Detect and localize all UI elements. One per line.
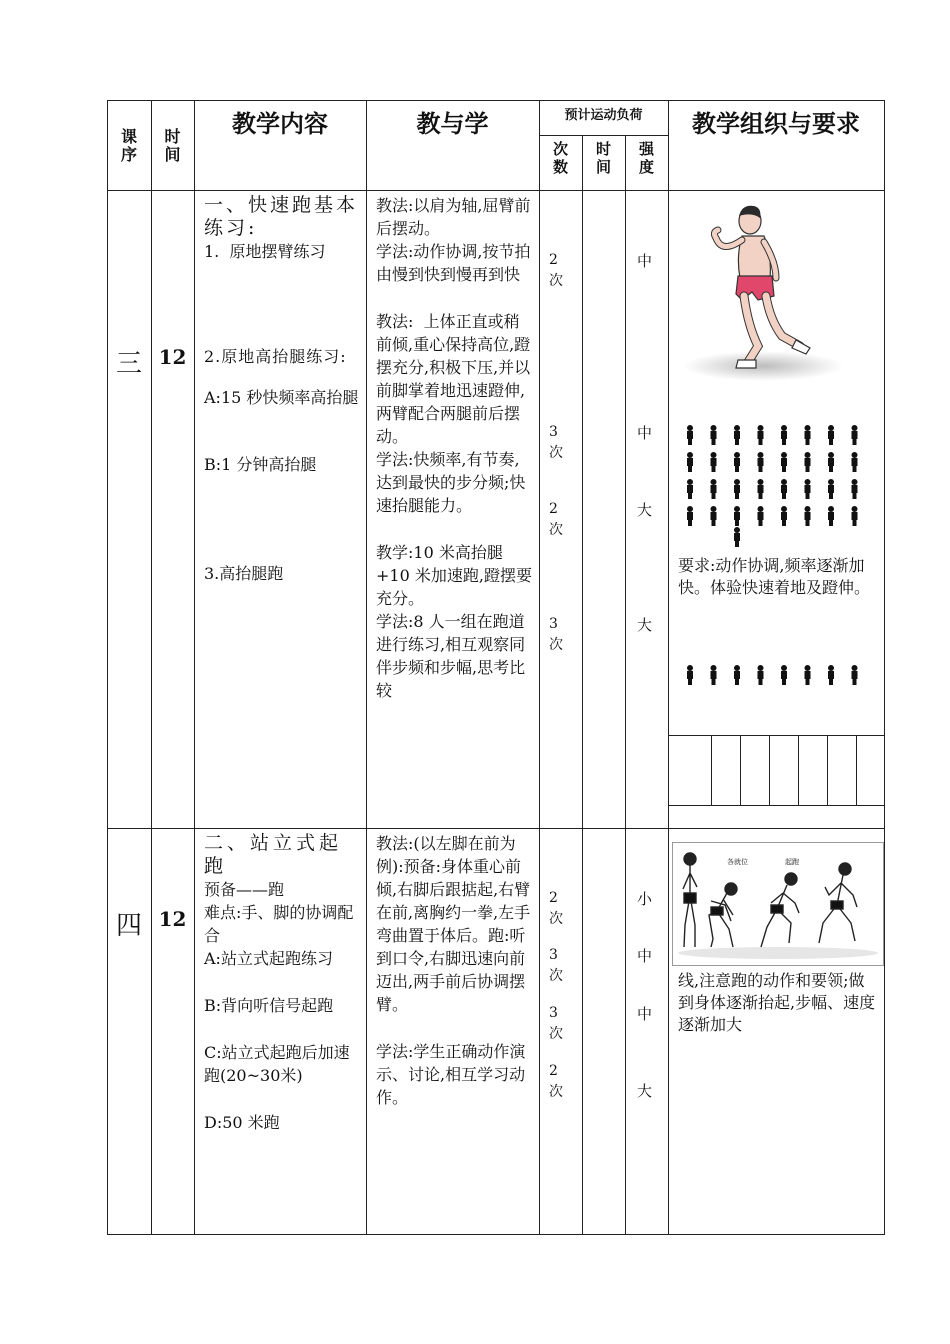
formation-person: [758, 425, 764, 445]
row1-requirement: 要求:动作协调,频率逐渐加快。体验快速着地及蹬伸。: [678, 556, 871, 597]
formation-person: [852, 506, 858, 526]
row2-order: 四: [115, 911, 142, 941]
formation-person: [828, 452, 834, 472]
formation-person: [852, 425, 858, 445]
row1-teach2: 教法: 上体正直或稍前倾,重心保持高位,蹬摆充分,积极下压,并以前脚掌着地迅速蹬伸,两臂配合两腿前后摆动。 学法:快频率,有节奏,达到最快的步分频;快速抬腿能力。: [376, 312, 531, 515]
formation-person: [828, 425, 834, 445]
line-person: [828, 665, 834, 685]
formation-diagram: [682, 422, 872, 552]
row1-item3: 3.高抬腿跑: [204, 564, 284, 583]
formation-person: [781, 479, 787, 499]
formation-person: [781, 425, 787, 445]
header-load-intensity: 强 度: [638, 140, 654, 176]
row2-sub1: 预备——跑: [204, 880, 285, 899]
formation-person: [711, 506, 717, 526]
row1-count-2: 3 次: [549, 424, 563, 461]
header-time: 时 间: [164, 127, 181, 164]
formation-person: [828, 506, 834, 526]
row2-count-3: 3 次: [549, 1005, 563, 1042]
row2-itemD: D:50 米跑: [204, 1113, 280, 1132]
formation-person: [734, 452, 740, 472]
line-person: [734, 665, 740, 685]
row2-count-4: 2 次: [549, 1063, 563, 1100]
row2-teach2: 学法:学生正确动作演示、讨论,相互学习动作。: [376, 1042, 526, 1107]
formation-person: [805, 479, 811, 499]
row1-intensity-4: 大: [637, 616, 653, 634]
header-lesson-order: 课 序: [120, 127, 137, 164]
runner-line-diagram: [682, 662, 872, 692]
formation-person: [852, 452, 858, 472]
row2-teach1: 教法:(以左脚在前为例):预备:身体重心前倾,右脚后跟掂起,右臂在前,离胸约一拳,左手弯曲置于体后。跑:听到口令,右脚迅速向前迈出,两手前后协调摆臂。: [376, 834, 531, 1014]
row1-intensity-2: 中: [637, 424, 653, 442]
row1-time: 12: [158, 345, 187, 369]
formation-person: [781, 506, 787, 526]
header-organization: 教学组织与要求: [692, 110, 860, 138]
row2-content-title: 二、站立式起跑: [204, 832, 343, 877]
formation-person: [711, 452, 717, 472]
line-person: [687, 665, 693, 685]
row1-count-4: 3 次: [549, 616, 563, 653]
row2-count-2: 3 次: [549, 947, 563, 984]
header-load-count: 次 数: [552, 140, 568, 176]
start-sequence-illustration: [672, 842, 884, 966]
row2-itemB: B:背向听信号起跑: [204, 996, 334, 1015]
header-content: 教学内容: [232, 110, 328, 138]
formation-person: [805, 452, 811, 472]
row2-requirement: 线,注意跑的动作和要领;做到身体逐渐抬起,步幅、速度逐渐加大: [678, 971, 876, 1034]
row1-item2b: B:1 分钟高抬腿: [204, 455, 317, 474]
formation-person: [711, 479, 717, 499]
row1-item1: 1. 原地摆臂练习: [204, 242, 326, 261]
formation-person: [852, 479, 858, 499]
row2-count-1: 2 次: [549, 890, 563, 927]
line-person: [711, 665, 717, 685]
row1-intensity-3: 大: [637, 501, 653, 519]
row2-sub2: 难点:手、脚的协调配合: [204, 903, 354, 945]
fig-label-ready: 各就位: [727, 858, 748, 866]
row2-intensity-2: 中: [637, 947, 653, 965]
runner-illustration: [678, 196, 868, 386]
row2-intensity-1: 小: [637, 890, 653, 908]
formation-person: [828, 479, 834, 499]
row1-teach1: 教法:以肩为轴,屈臂前后摆动。 学法:动作协调,按节拍由慢到快到慢再到快: [376, 196, 531, 284]
formation-person: [687, 452, 693, 472]
row1-count-1: 2 次: [549, 252, 563, 289]
row1-count-3: 2 次: [549, 501, 563, 538]
formation-person: [687, 425, 693, 445]
formation-person: [758, 479, 764, 499]
row2-content: [204, 832, 360, 1134]
row2-intensity-3: 中: [637, 1005, 653, 1023]
row1-item2a: A:15 秒快频率高抬腿: [204, 388, 359, 407]
row1-item2: 2.原地高抬腿练习:: [204, 347, 347, 366]
row1-content-title: 一、快速跑基本练习:: [204, 194, 359, 239]
formation-person: [758, 506, 764, 526]
row1-order: 三: [115, 349, 142, 379]
line-person: [805, 665, 811, 685]
formation-person: [805, 506, 811, 526]
header-load-title: 预计运动负荷: [564, 108, 643, 123]
formation-person: [734, 425, 740, 445]
line-person: [852, 665, 858, 685]
line-person: [781, 665, 787, 685]
line-person: [758, 665, 764, 685]
row2-itemC: C:站立式起跑后加速跑(20~30米): [204, 1043, 350, 1085]
formation-person: [711, 425, 717, 445]
row2-intensity-4: 大: [637, 1082, 653, 1100]
row1-intensity-1: 中: [637, 252, 653, 270]
header-teach-learn: 教与学: [416, 110, 489, 138]
row2-teach: [376, 832, 532, 1109]
row2-time: 12: [158, 907, 187, 931]
header-load-time: 时 间: [595, 140, 611, 176]
fig-label-start: 起跑: [785, 858, 799, 866]
formation-person: [734, 479, 740, 499]
formation-person: [758, 452, 764, 472]
row1-teach: [376, 194, 532, 702]
formation-person: [734, 506, 740, 526]
formation-person: [805, 425, 811, 445]
formation-person: [687, 479, 693, 499]
row1-content: [204, 194, 360, 585]
formation-person: [781, 452, 787, 472]
formation-person: [687, 506, 693, 526]
row1-teach3: 教学:10 米高抬腿+10 米加速跑,蹬摆要充分。 学法:8 人一组在跑道进行练习,相互观察同伴步频和步幅,思考比较: [376, 543, 532, 700]
row2-itemA: A:站立式起跑练习: [204, 949, 333, 968]
teacher-person: [734, 527, 740, 547]
